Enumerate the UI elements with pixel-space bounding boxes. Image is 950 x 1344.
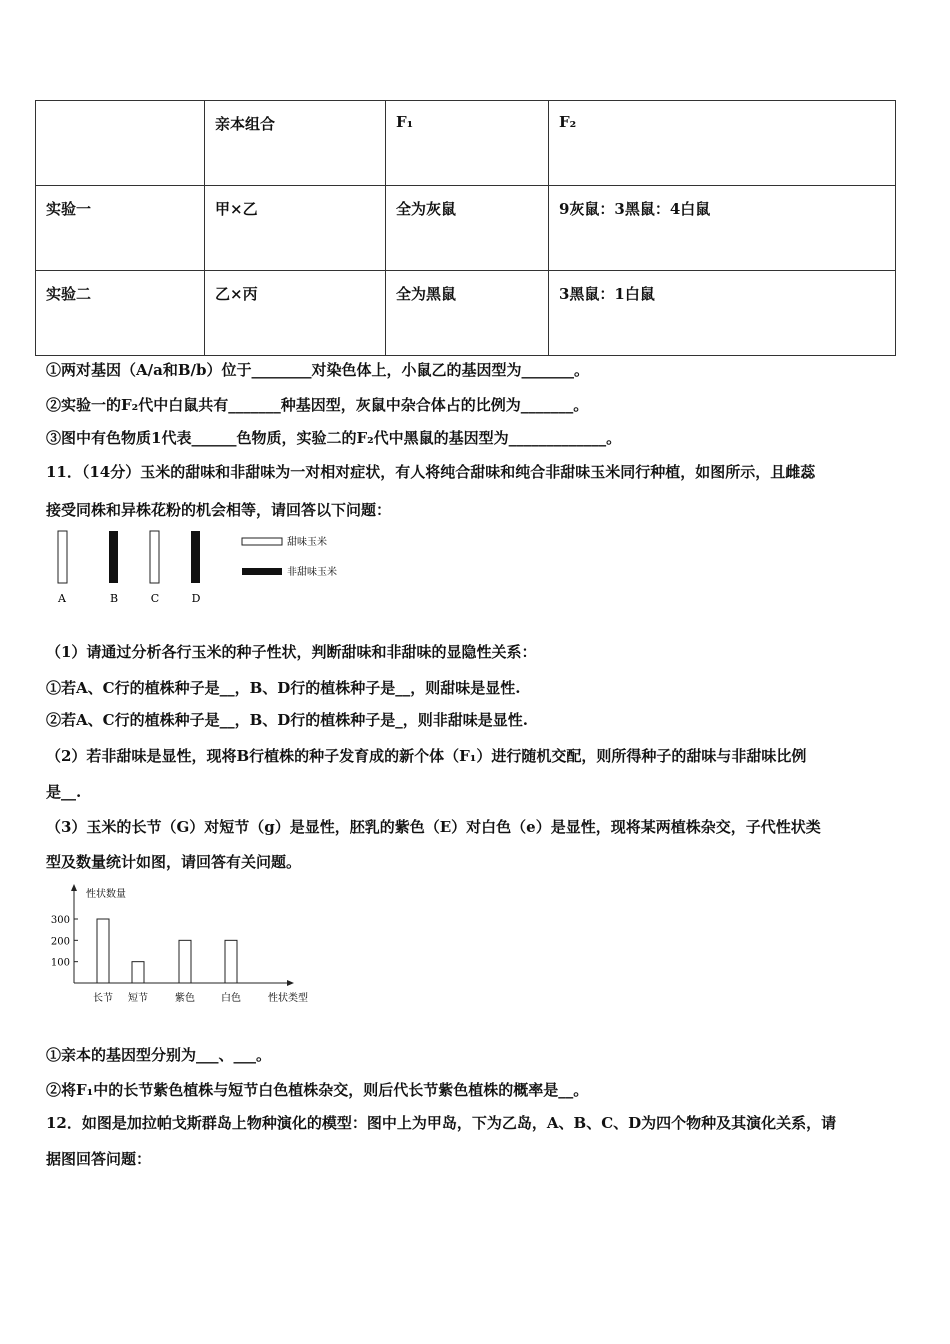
experiment-table — [35, 100, 896, 356]
row-label: B — [109, 592, 119, 605]
bar-短节 — [132, 962, 144, 983]
question-line: （3）玉米的长节（G）对短节（g）是显性，胚乳的紫色（E）对白色（e）是显性，现将某两植株杂交，子代性状类 — [46, 818, 821, 836]
y-tick-label: 200 — [50, 936, 70, 948]
question-line: 接受同株和异株花粉的机会相等，请回答以下问题： — [46, 501, 392, 519]
table-cell: 9灰鼠：3黑鼠：4白鼠 — [549, 186, 896, 271]
bar-紫色 — [179, 940, 191, 983]
corn-row-a — [58, 531, 67, 583]
question-line: 据图回答问题： — [46, 1150, 152, 1168]
table-header-row — [36, 101, 896, 186]
row-label: C — [150, 592, 160, 605]
y-axis-label: 性状数量 — [86, 889, 126, 900]
table-cell: 全为黑鼠 — [386, 271, 549, 356]
table-header-cell: F₁ — [386, 101, 549, 186]
table-header-cell: F₂ — [549, 101, 896, 186]
bar-白色 — [225, 940, 237, 983]
table-cell: 全为灰鼠 — [386, 186, 549, 271]
x-tick-label: 紫色 — [175, 993, 195, 1004]
table-header-cell: 亲本组合 — [205, 101, 386, 186]
x-tick-label: 白色 — [221, 993, 241, 1004]
legend-nonsweet-label: 非甜味玉米 — [287, 567, 337, 578]
question-line: （2）若非甜味是显性，现将B行植株的种子发育成的新个体（F₁）进行随机交配，则所得种子的甜味与非甜味比例 — [46, 747, 807, 765]
legend-sweet-swatch — [242, 538, 282, 545]
question-line: （1）请通过分析各行玉米的种子性状，判断甜味和非甜味的显隐性关系： — [46, 643, 537, 661]
question-line: ①两对基因（A/a和B/b）位于________对染色体上，小鼠乙的基因型为_______。 — [46, 361, 589, 379]
x-tick-label: 短节 — [128, 993, 148, 1004]
bar-长节 — [97, 919, 109, 983]
table-cell: 3黑鼠：1白鼠 — [549, 271, 896, 356]
corn-row-d — [191, 531, 200, 583]
question-line: ①若A、C行的植株种子是__，B、D行的植株种子是__，则甜味是显性. — [46, 679, 521, 697]
table-cell: 甲×乙 — [205, 186, 386, 271]
row-label: A — [58, 592, 66, 605]
table-header-cell — [36, 101, 205, 186]
question-line: ②实验一的F₂代中白鼠共有_______种基因型，灰鼠中杂合体占的比例为_______。 — [46, 396, 589, 414]
question-line: 12．如图是加拉帕戈斯群岛上物种演化的模型：图中上为甲岛，下为乙岛，A、B、C、D为四个物种及其演化关系，请 — [46, 1114, 837, 1132]
y-tick-label: 300 — [50, 915, 70, 926]
y-axis-arrow — [71, 884, 77, 891]
x-axis-label: 性状类型 — [268, 993, 308, 1004]
corn-row-b — [109, 531, 118, 583]
question-line: 是__. — [46, 783, 82, 801]
table-cell: 乙×丙 — [205, 271, 386, 356]
corn-rows-figure — [30, 520, 370, 610]
trait-bar-chart — [40, 880, 330, 1010]
question-line: ②若A、C行的植株种子是__，B、D行的植株种子是_，则非甜味是显性. — [46, 711, 528, 729]
question-line: ①亲本的基因型分别为___、___。 — [46, 1046, 272, 1064]
y-tick-label: 100 — [50, 957, 70, 969]
corn-row-c — [150, 531, 159, 583]
x-tick-label: 长节 — [93, 993, 113, 1004]
legend-nonsweet-swatch — [242, 568, 282, 575]
table-cell: 实验二 — [36, 271, 205, 356]
legend-sweet-label: 甜味玉米 — [287, 537, 327, 548]
question-line: ③图中有色物质1代表______色物质，实验二的F₂代中黑鼠的基因型为_____________。 — [46, 429, 622, 447]
question-line: 型及数量统计如图，请回答有关问题。 — [46, 853, 302, 871]
table-row — [36, 271, 896, 356]
x-axis-arrow — [287, 980, 294, 986]
question-line: ②将F₁中的长节紫色植株与短节白色植株杂交，则后代长节紫色植株的概率是__。 — [46, 1081, 589, 1099]
question-line: 11．（14分）玉米的甜味和非甜味为一对相对症状，有人将纯合甜味和纯合非甜味玉米同行种植，如图所示，且雌蕊 — [46, 463, 816, 481]
table-row — [36, 186, 896, 271]
table-cell: 实验一 — [36, 186, 205, 271]
row-label: D — [191, 592, 201, 605]
